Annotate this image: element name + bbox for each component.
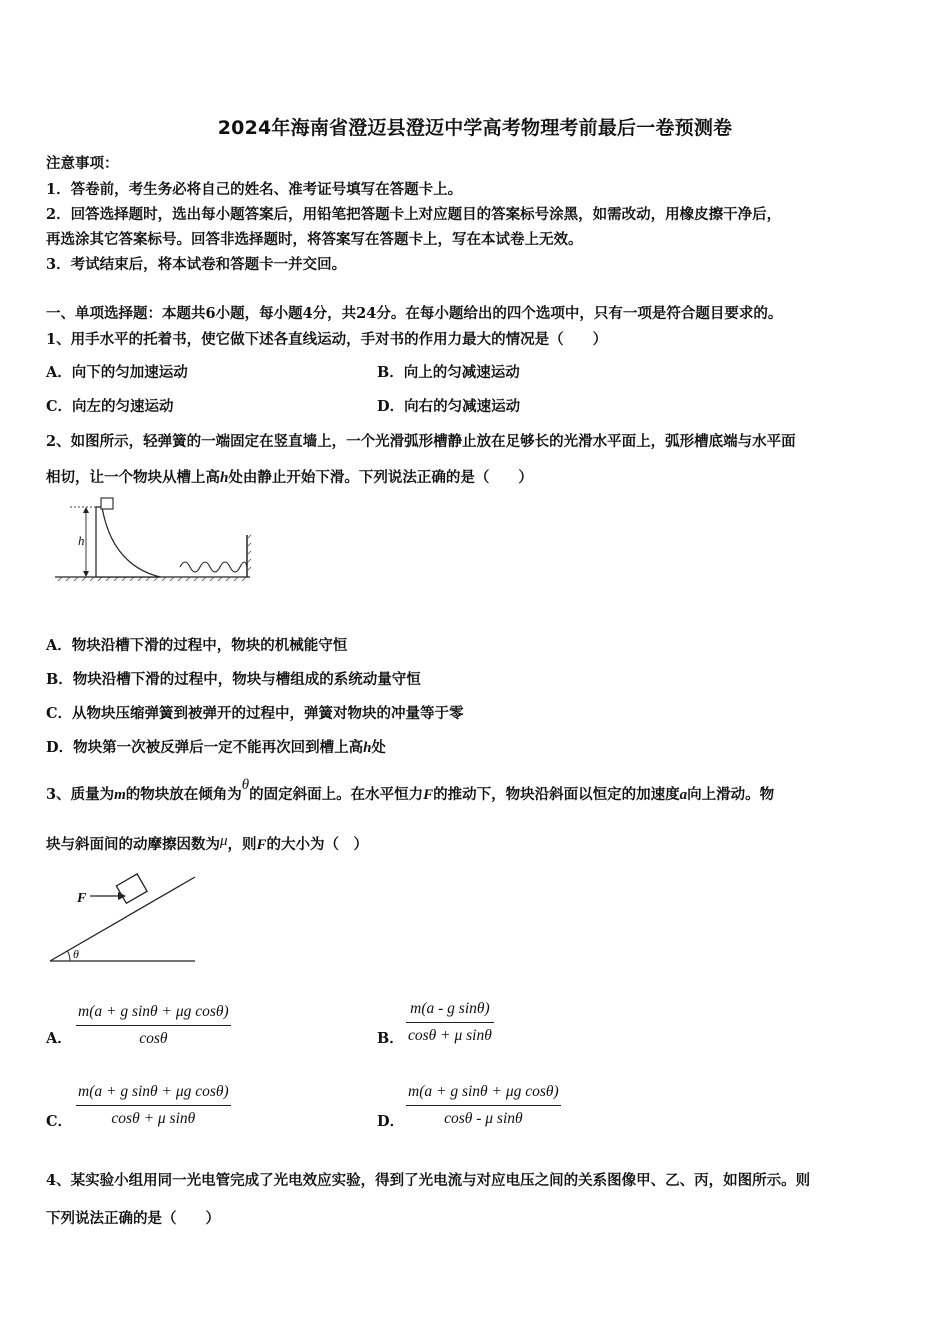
q3-option-b-fraction: m(a - g sinθ) cosθ + μ sinθ [408,1000,492,1044]
q2-stem-line2: 相切，让一个物块从槽上高h处由静止开始下滑。下列说法正确的是（ ） [46,469,533,486]
q3-option-d-fraction: m(a + g sinθ + μg cosθ) cosθ - μ sinθ [408,1083,559,1127]
q3-option-d-label: D． [377,1113,405,1130]
q4-stem-line1: 4、某实验小组用同一光电管完成了光电效应实验，得到了光电流与对应电压之间的关系图像甲、乙、丙，如图所示。则 [46,1172,811,1189]
q3-option-a-fraction: m(a + g sinθ + μg cosθ) cosθ [78,1003,229,1047]
notice-item-1: 1．答卷前，考生务必将自己的姓名、准考证号填写在答题卡上。 [46,181,463,198]
q4-stem-line2: 下列说法正确的是（ ） [46,1210,220,1227]
notice-item-3: 3．考试结束后，将本试卷和答题卡一并交回。 [46,256,347,273]
q3-figure-f-label: F [77,891,87,906]
q2-figure [50,495,260,590]
q2-option-a: A．物块沿槽下滑的过程中，物块的机械能守恒 [46,637,348,654]
q2-figure-h-label: h [78,533,85,548]
notice-item-2-cont: 再选涂其它答案标号。回答非选择题时，将答案写在答题卡上，写在本试卷上无效。 [46,231,583,248]
page-title: 2024年海南省澄迈县澄迈中学高考物理考前最后一卷预测卷 [217,117,733,139]
q1-option-b: B．向上的匀减速运动 [377,364,520,381]
q3-stem-line2: 块与斜面间的动摩擦因数为μ，则F的大小为（ ） [46,833,369,853]
q3-option-c-fraction: m(a + g sinθ + μg cosθ) cosθ + μ sinθ [78,1083,229,1127]
q1-option-c: C．向左的匀速运动 [46,398,174,415]
q2-option-c: C．从物块压缩弹簧到被弹开的过程中，弹簧对物块的冲量等于零 [46,705,464,722]
notice-item-2: 2．回答选择题时，选出每小题答案后，用铅笔把答题卡上对应题目的答案标号涂黑，如需改动，用橡皮擦干净后， [46,206,782,223]
q3-option-b-label: B． [377,1030,404,1047]
q1-option-a: A．向下的匀加速运动 [46,364,188,381]
q3-figure-theta-label: θ [73,947,79,961]
q1-option-d: D．向右的匀减速运动 [377,398,521,415]
q2-stem-line1: 2、如图所示，轻弹簧的一端固定在竖直墙上，一个光滑弧形槽静止放在足够长的光滑水平面上，弧形槽底端与水平面 [46,433,796,450]
q3-option-c-label: C． [46,1113,73,1130]
q3-stem-line1: 3、质量为m的物块放在倾角为θ的固定斜面上。在水平恒力F的推动下，物块沿斜面以恒定的加速度a向上滑动。物 [46,777,775,803]
q2-option-d: D．物块第一次被反弹后一定不能再次回到槽上高h处 [46,739,386,756]
notice-heading: 注意事项： [46,155,119,172]
section-heading: 一、单项选择题：本题共6小题，每小题4分，共24分。在每小题给出的四个选项中，只有一项是符合题目要求的。 [46,305,783,322]
q3-option-a-label: A． [46,1030,72,1047]
q1-stem: 1、用手水平的托着书，使它做下述各直线运动，手对书的作用力最大的情况是（ ） [46,331,608,348]
q2-option-b: B．物块沿槽下滑的过程中，物块与槽组成的系统动量守恒 [46,671,421,688]
q3-figure [48,872,200,966]
